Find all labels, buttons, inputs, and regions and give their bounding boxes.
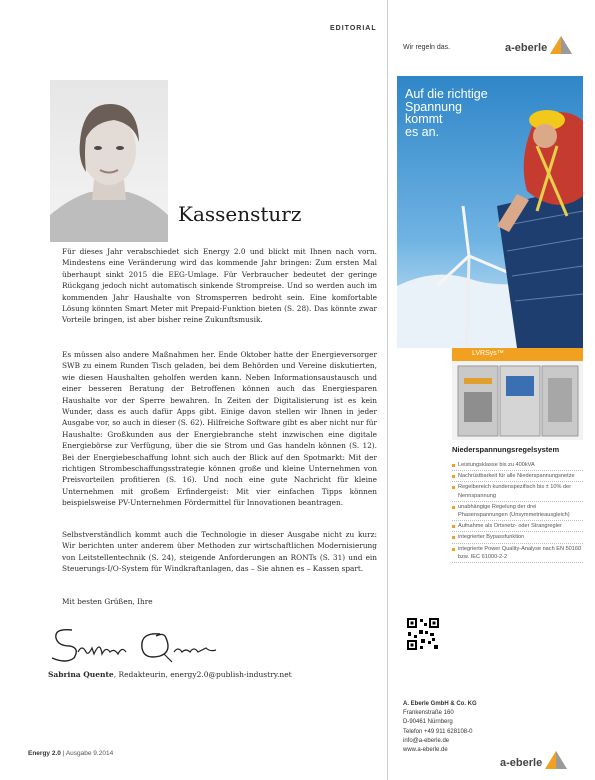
ad-headline-line: es an. <box>405 124 440 139</box>
column-divider <box>387 0 388 780</box>
page-footer <box>28 750 113 757</box>
ad-slogan: Wir regeln das. <box>403 44 451 51</box>
article-paragraph <box>62 529 377 575</box>
feature-item: Regelbereich kundenspezifisch bis ± 10% der Nennspannung <box>452 482 583 501</box>
triangle-logo-icon <box>550 36 572 54</box>
paragraph-text: Selbstverständlich kommt auch die Technologie in dieser Ausgabe nicht zu kurz: Wir berichten unter anderem über Methoden zur wirtschaftlichen Modernisierung von Leitstellentechnik (S. 24), steigende Anforderungen an RONTs (S. 31) und ein Steuerungs-I/O-System für Windkraftanlagen, das – Sie ahnen es – Kassen spart. <box>62 530 377 574</box>
street: Frankenstraße 160 <box>403 710 454 717</box>
author-role: , Redakteurin, energy2.0@publish-industry.net <box>113 670 292 679</box>
ad-headline-line: Auf die richtige <box>405 87 488 101</box>
triangle-logo-icon <box>545 751 567 769</box>
brand-name: a-eberle <box>500 757 543 769</box>
paragraph-text: Es müssen also andere Maßnahmen her. Ende Oktober hatte der Energieversorger SWB zu einem Runden Tisch geladen, bei dem Behörden und Vereine diskutierten, wie diesen Haushalten geholfen werden kann. Neben Informationsaustausch und einer besseren Beratung der Betroffenen können auch das Energiesparen Haushalte vor der Sperre bewahren. In Zeiten der Digitalisierung ist es kein Wunder, dass es auch dafür Apps gibt. Einige davon stellen wir Ihnen in jeder Ausgabe vor, so auch in dieser (S. 62). Hilfreiche Software gibt es aber nicht nur für Haushalte: Großkunden aus der Energiebranche steht inzwischen eine digitale Energiebörse zur Verfügung, über die sie Strom und Gas handeln können (S. 12). Bei der Energiebeschaffung lohnt sich auch der Blick auf den Spotmarkt: Mit der richtigen Strombeschaffungsstrategie können große und kleine Unternehmen von Preisvorteilen profitieren (S. 16). Und noch eine gute Nachricht für kleine Unternehmen mit großem Erfindergeist: Mit vier einfachen Tipps können beispielsweise PV-Unternehmen Fördermittel für Innovationen beantragen. <box>62 350 377 508</box>
section-label: EDITORIAL <box>330 25 377 32</box>
author-signature-line <box>48 670 292 679</box>
brand-name: a-eberle <box>505 42 548 54</box>
author-portrait <box>50 80 168 242</box>
email-link[interactable]: info@a-eberle.de <box>403 737 450 744</box>
qr-code <box>406 617 440 651</box>
feature-item: Leistungsklasse bis zu 400kVA <box>452 460 583 471</box>
web-link[interactable]: www.a-eberle.de <box>403 747 448 754</box>
company-name: A. Eberle GmbH & Co. KG <box>403 701 477 707</box>
feature-item: Nachrüstbarkeit für alle Niederspannungsnetze <box>452 471 583 482</box>
product-image <box>452 348 583 440</box>
brand-logo <box>500 751 567 769</box>
article-headline: Kassensturz <box>178 202 302 226</box>
closing-line: Mit besten Grüßen, Ihre <box>62 597 153 606</box>
article-paragraph <box>62 349 377 509</box>
product-title: Niederspannungsregelsystem <box>452 445 560 454</box>
feature-item: unabhängige Regelung der drei Phasenspannungen (Unsymmetrieausgleich) <box>452 502 583 521</box>
feature-item: Aufnahme als Ortsnetz- oder Strangregler <box>452 521 583 532</box>
article-paragraph <box>62 246 377 326</box>
feature-item: integrierter Bypassfunktion <box>452 532 583 543</box>
feature-list <box>452 460 583 563</box>
phone: Telefon +49 911 628108-0 <box>403 728 473 735</box>
issue-label: | Ausgabe 9.2014 <box>60 750 114 757</box>
ad-headline-line: Spannung <box>405 99 463 114</box>
author-name: Sabrina Quente <box>48 670 114 679</box>
ad-headline <box>405 88 488 138</box>
feature-item: integrierte Power Quality-Analyse nach EN 50160 bzw. IEC 61000-2-2 <box>452 544 583 563</box>
magazine-name: Energy 2.0 <box>28 750 61 757</box>
brand-logo <box>505 36 572 54</box>
ad-headline-line: kommt <box>405 112 443 126</box>
handwritten-signature <box>48 618 248 666</box>
product-label: LVRSys™ <box>472 350 504 357</box>
paragraph-text: Für dieses Jahr verabschiedet sich Energy 2.0 und blickt mit Ihnen nach vorn. Mindestens eine Veränderung wird das kommende Jahr bringen: Zum ersten Mal überhaupt sinkt 2015 die EEG-Umlage. Für Verbraucher bedeutet der geringe Rückgang jedoch nicht automatisch sinkende Strompreise. Und so werden auch im kommenden Jahr Haushalte von Stromsperren bedroht sein. Eine komfortable Lösung könnten Smart Meter mit Prepaid-Funktion bieten (S. 28). Das könnte zwar Vorteile bringen, ist aber bisher reine Zukunftsmusik. <box>62 247 377 325</box>
contact-block <box>403 700 477 755</box>
city: D-90461 Nürnberg <box>403 719 453 726</box>
